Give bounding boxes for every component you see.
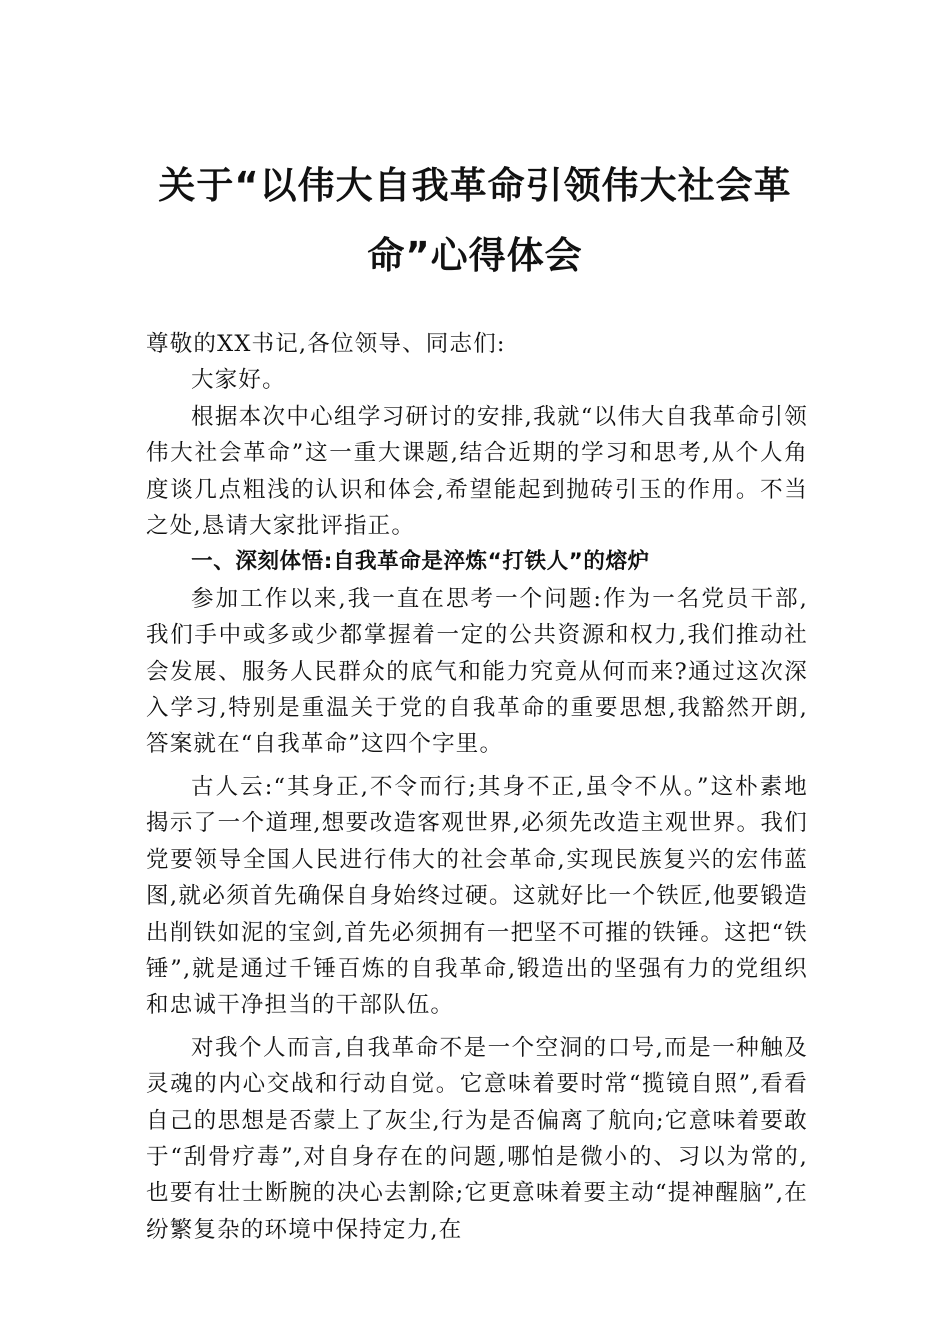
document-title-line2: 命”心得体会 [367, 234, 583, 277]
intro-paragraph: 根据本次中心组学习研讨的安排,我就“以伟大自我革命引领伟大社会革命”这一重大课题,结合近期的学习和思考,从个人角度谈几点粗浅的认识和体会,希望能起到抛砖引玉的作用。不当之处,恳请大家批评指正。 [146, 403, 808, 540]
section-heading-1: 一、深刻体悟:自我革命是淬炼“打铁人”的熔炉 [191, 549, 650, 575]
section1-paragraph-1: 参加工作以来,我一直在思考一个问题:作为一名党员干部,我们手中或多或少都掌握着一定的公共资源和权力,我们推动社会发展、服务人民群众的底气和能力究竟从何而来?通过这次深入学习,特别是重温关于党的自我革命的重要思想,我豁然开朗,答案就在“自我革命”这四个字里。 [146, 585, 808, 758]
section1-paragraph-3: 对我个人而言,自我革命不是一个空洞的口号,而是一种触及灵魂的内心交战和行动自觉。它意味着要时常“揽镜自照”,看看自己的思想是否蒙上了灰尘,行为是否偏离了航向;它意味着要敢于“刮骨疗毒”,对自身存在的问题,哪怕是微小的、习以为常的,也要有壮士断腕的决心去割除;它更意味着要主动“提神醒脑”,在纷繁复杂的环境中保持定力,在 [146, 1034, 808, 1243]
greeting: 大家好。 [191, 367, 286, 394]
salutation: 尊敬的XX书记,各位领导、同志们: [146, 331, 506, 357]
document-title-line1: 关于“以伟大自我革命引领伟大社会革 [158, 164, 792, 207]
section1-paragraph-2: 古人云:“其身正,不令而行;其身不正,虽令不从。”这朴素地揭示了一个道理,想要改造客观世界,必须先改造主观世界。我们党要领导全国人民进行伟大的社会革命,实现民族复兴的宏伟蓝图,就必须首先确保自身始终过硬。这就好比一个铁匠,他要锻造出削铁如泥的宝剑,首先必须拥有一把坚不可摧的铁锤。这把“铁锤”,就是通过千锤百炼的自我革命,锻造出的坚强有力的党组织和忠诚干净担当的干部队伍。 [146, 773, 808, 1019]
document-body [146, 326, 808, 1248]
